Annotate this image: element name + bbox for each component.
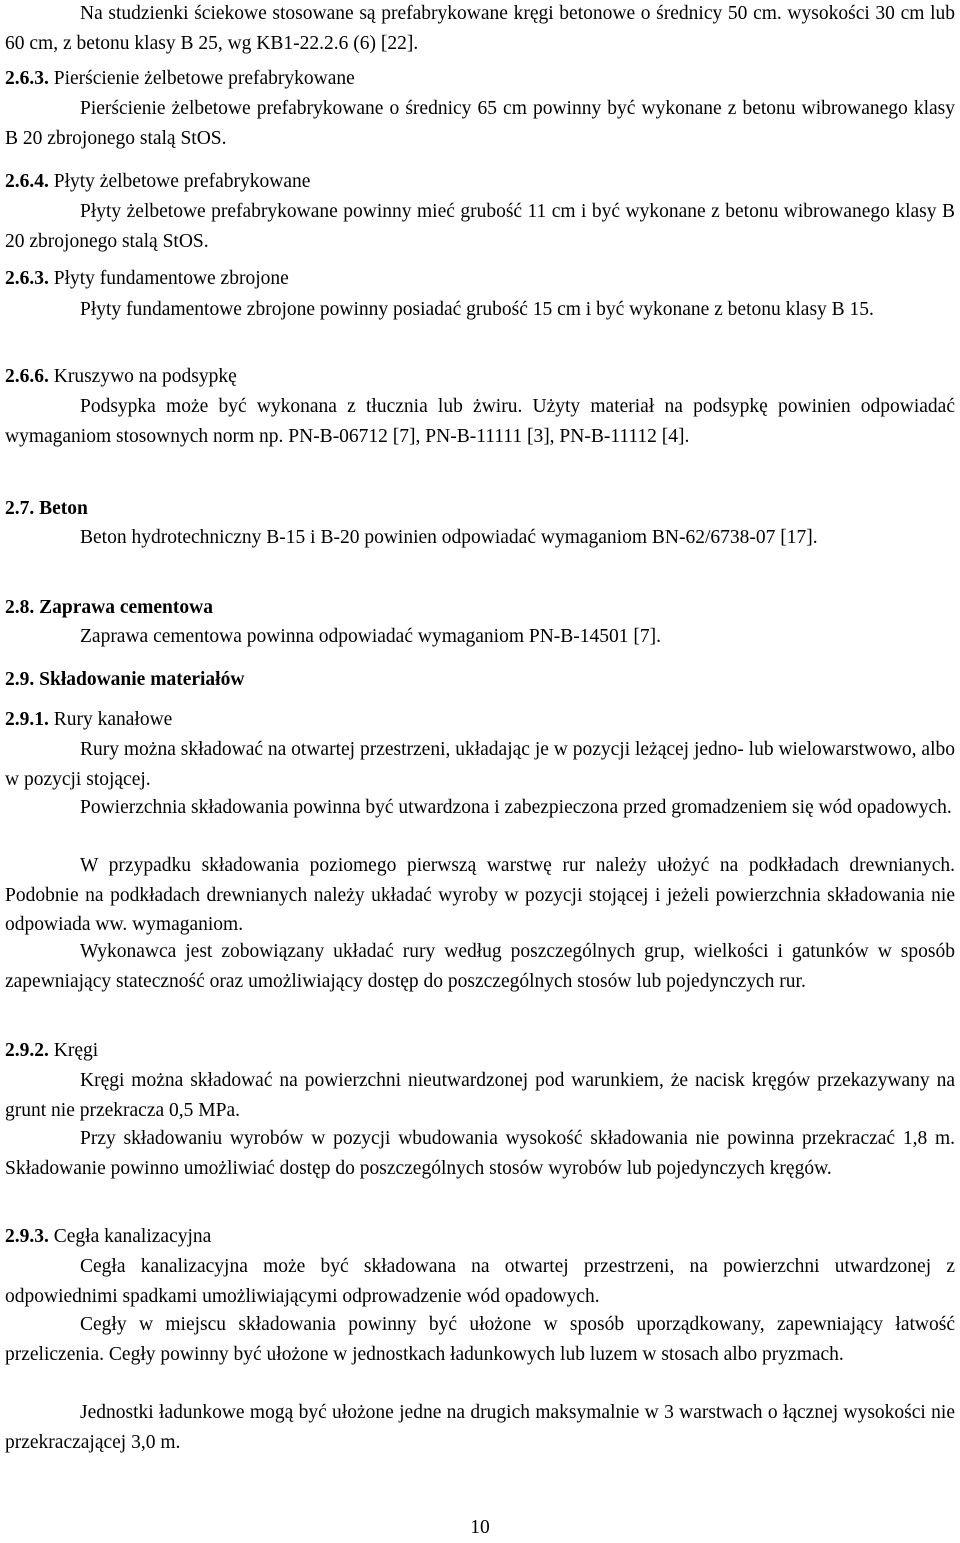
section-number: 2.6.3. — [5, 68, 49, 89]
paragraph: Przy składowaniu wyrobów w pozycji wbudowania wysokość składowania nie powinna przekraczać 1,8 m. Składowanie powinno umożliwiać dostęp do poszczególnych stosów wyrobów lub pojedynczych kręgów. — [5, 1128, 955, 1179]
paragraph: Kręgi można składować na powierzchni nieutwardzonej pod warunkiem, że nacisk kręgów przekazywany na grunt nie przekracza 0,5 MPa. — [5, 1070, 955, 1121]
paragraph: Rury można składować na otwartej przestrzeni, układając je w pozycji leżącej jedno- lub wielowarstwowo, albo w pozycji stojącej. — [5, 739, 956, 790]
paragraph: Jednostki ładunkowe mogą być ułożone jedne na drugich maksymalnie w 3 warstwach o łącznej wysokości nie przekraczającej 3,0 m. — [5, 1402, 955, 1453]
section-number: 2.7. — [5, 498, 35, 519]
paragraph: W przypadku składowania poziomego pierwszą warstwę rur należy ułożyć na podkładach drewnianych. Podobnie na podkładach drewnianych należy układać wyroby w pozycji stojącej i jeżeli powierzchnia składowania nie odpowiada ww. wymaganiom. — [5, 855, 955, 936]
section-text: Beton hydrotechniczny B-15 i B-20 powinien odpowiadać wymaganiom BN-62/6738-07 [17]. — [80, 527, 818, 548]
section-text: Płyty fundamentowe zbrojone powinny posiadać grubość 15 cm i być wykonane z betonu klasy B 15. — [80, 299, 874, 320]
section-heading — [5, 264, 955, 294]
section-number: 2.8. — [5, 597, 35, 618]
section-heading — [5, 705, 955, 735]
section-heading — [5, 593, 955, 623]
page-number: 10 — [470, 1517, 490, 1538]
section-title: Kręgi — [53, 1040, 99, 1061]
section-number: 2.6.6. — [5, 366, 49, 387]
section-text: Pierścienie żelbetowe prefabrykowane o średnicy 65 cm powinny być wykonane z betonu wibrowanego klasy B 20 zbrojonego stalą StOS. — [5, 98, 955, 149]
section-heading — [5, 64, 955, 94]
section-title: Płyty fundamentowe zbrojone — [53, 268, 289, 289]
section-heading — [5, 167, 955, 197]
section-title: Składowanie materiałów — [39, 669, 245, 690]
section-number: 2.6.3. — [5, 268, 49, 289]
section-heading — [5, 665, 955, 695]
section-number: 2.6.4. — [5, 171, 49, 192]
section-title: Rury kanałowe — [53, 709, 173, 730]
section-title: Kruszywo na podsypkę — [53, 366, 237, 387]
section-title: Płyty żelbetowe prefabrykowane — [53, 171, 311, 192]
section-number: 2.9. — [5, 669, 35, 690]
section-text: Płyty żelbetowe prefabrykowane powinny mieć grubość 11 cm i być wykonane z betonu wibrowanego klasy B 20 zbrojonego stalą StOS. — [5, 201, 955, 252]
section-heading — [5, 362, 955, 392]
section-number: 2.9.3. — [5, 1226, 49, 1247]
intro-paragraph: Na studzienki ściekowe stosowane są prefabrykowane kręgi betonowe o średnicy 50 cm. wysokości 30 cm lub 60 cm, z betonu klasy B 25, wg KB1-22.2.6 (6) [22]. — [5, 3, 955, 54]
paragraph: Powierzchnia składowania powinna być utwardzona i zabezpieczona przed gromadzeniem się wód opadowych. — [80, 797, 952, 818]
paragraph: Wykonawca jest zobowiązany układać rury według poszczególnych grup, wielkości i gatunków w sposób zapewniający stateczność oraz umożliwiający dostęp do poszczególnych stosów lub pojedynczych rur. — [5, 941, 955, 992]
section-number: 2.9.1. — [5, 709, 49, 730]
section-text: Podsypka może być wykonana z tłucznia lub żwiru. Użyty materiał na podsypkę powinien odpowiadać wymaganiom stosownych norm np. PN-B-06712 [7], PN-B-11111 [3], PN-B-11112 [4]. — [5, 396, 955, 447]
section-heading — [5, 1036, 955, 1066]
section-title: Pierścienie żelbetowe prefabrykowane — [53, 68, 355, 89]
section-title: Cegła kanalizacyjna — [53, 1226, 212, 1247]
section-title: Zaprawa cementowa — [39, 597, 213, 618]
section-text: Zaprawa cementowa powinna odpowiadać wymaganiom PN-B-14501 [7]. — [80, 626, 662, 647]
section-number: 2.9.2. — [5, 1040, 49, 1061]
section-title: Beton — [39, 498, 88, 519]
paragraph: Cegła kanalizacyjna może być składowana na otwartej przestrzeni, na powierzchni utwardzonej z odpowiednimi spadkami umożliwiającymi odprowadzenie wód opadowych. — [5, 1256, 955, 1307]
section-heading — [5, 1222, 955, 1252]
paragraph: Cegły w miejscu składowania powinny być ułożone w sposób uporządkowany, zapewniający łatwość przeliczenia. Cegły powinny być ułożone w jednostkach ładunkowych lub luzem w stosach albo pryzmach. — [5, 1314, 955, 1365]
section-heading — [5, 494, 955, 524]
